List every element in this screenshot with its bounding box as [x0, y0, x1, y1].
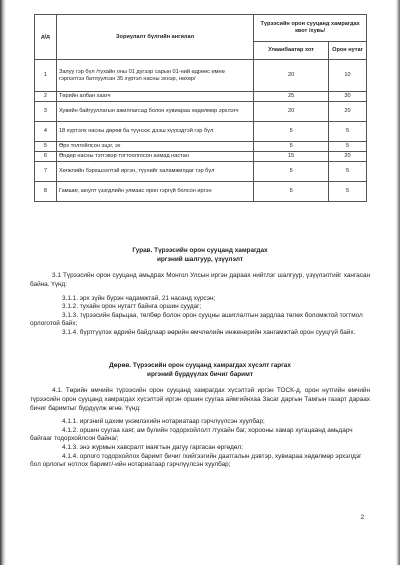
section-3-intro: 3.1 Түрээсийн орон сууцанд амьдрах Монгол Улсын иргэн дараах нийтлэг шалгуур, үзүүлэлтийг хангасан байна. Үүнд:	[30, 272, 370, 288]
row-number: 7	[35, 161, 57, 181]
page-number: 2	[360, 514, 364, 521]
section-documents	[30, 362, 370, 470]
scan-edge-shadow-right	[396, 0, 400, 565]
row-ub-value: 25	[254, 92, 329, 102]
row-category: Төрийн албан хаагч	[56, 92, 253, 102]
row-rural-value: 30	[329, 92, 367, 102]
row-number: 3	[35, 101, 57, 121]
header-rural: Орон нутаг	[329, 42, 367, 60]
row-category: Өндөр насны тэтгэвэр тогтоолгосон ахмад настан	[56, 151, 253, 161]
criteria-item: 3.1.2. тухайн орон нутагт байнга оршин суудаг;	[62, 303, 202, 311]
row-number: 8	[35, 181, 57, 201]
row-rural-value: 20	[329, 101, 367, 121]
row-number: 2	[35, 92, 57, 102]
section-3-subheading: иргэний шалгуур, үзүүлэлт	[156, 255, 244, 263]
row-ub-value: 20	[254, 60, 329, 92]
row-rural-value: 5	[329, 121, 367, 141]
row-ub-value: 5	[254, 161, 329, 181]
row-ub-value: 15	[254, 151, 329, 161]
row-number: 4	[35, 121, 57, 141]
section-4-intro: 4.1. Төрийн өмчийн түрээсийн орон сууцанд хамрагдах хүсэлтэй иргэн ТОСК-д, орон нутгийн өмчийн түрээсийн орон сууцанд хамрагдах хүсэлтэй иргэн оршин суугаа аймгийнхаа Засаг даргын Тамгын газарт дараах бичиг баримтыг бүрдүүлж өгнө. Үүнд:	[30, 387, 370, 412]
section-4-heading: Дөрөв. Түрээсийн орон сууцанд хамрагдах хүсэлт гаргах	[109, 362, 291, 369]
quota-table	[34, 14, 367, 202]
header-ulaanbaatar: Улаанбаатар хот	[254, 42, 329, 60]
row-category: Хөгжлийн бэрхшээлтэй иргэн, түүнийг халамжилдаг гэр бүл	[56, 161, 253, 181]
row-rural-value: 5	[329, 141, 367, 151]
document-item: 4.1.2. оршин суугаа хаяг, ам бүлийн тодорхойлолт /тухайн баг, хорооны хамар хугацаанд амьдарч байгааг тодорхойлсон байна/;	[30, 426, 353, 443]
row-ub-value: 5	[254, 181, 329, 201]
scan-edge-shadow	[0, 0, 6, 565]
row-number: 5	[35, 141, 57, 151]
row-number: 6	[35, 151, 57, 161]
header-quota: Түрээсийн орон сууцанд хамрагдах квот /хувь/	[254, 15, 367, 42]
row-category: 18 хүртэлх насны дөрөв ба түүнээс дээш хүүхэдтэй гэр бүл	[56, 121, 253, 141]
table-row	[35, 101, 367, 121]
row-ub-value: 20	[254, 101, 329, 121]
table-row	[35, 181, 367, 201]
table-row	[35, 121, 367, 141]
row-rural-value: 5	[329, 181, 367, 201]
document-item: 4.1.4. орлого тодорхойлох баримт бичиг /хийгээгийн даатгалын дэвтэр, хувиараа хөдөлмөр эрхэлдэг бол орлогыг нотлох баримт/-ийн нотариатаар гэрчлүүлсэн хуулбар;	[30, 452, 362, 469]
criteria-item: 3.1.4. бүртгүүлэх өдрийн байдлаар өөрийн өмчлөлийн инженерийн хангамжтай орон сууцгүй байх.	[62, 329, 356, 337]
table-row	[35, 92, 367, 102]
row-number: 1	[35, 60, 57, 92]
row-category: Өрх толгойлсон эцэг, эх	[56, 141, 253, 151]
row-rural-value: 5	[329, 161, 367, 181]
table-row	[35, 151, 367, 161]
row-category: Хувийн байгууллагын ажиллагсад болон хувиараа хөдөлмөр эрхлэгч	[56, 101, 253, 121]
row-ub-value: 5	[254, 141, 329, 151]
criteria-item: 3.1.1. эрх зүйн бүрэн чадамжтай, 21 насанд хүрсэн;	[62, 294, 216, 302]
criteria-item: 3.1.3. түрээсийн барьцаа, төлбөр болон орон сууцны ашиглалтын зардлаа төлөх боломжтой тогтмол орлоготой байх;	[30, 311, 363, 328]
header-no: д/д	[35, 15, 57, 60]
row-rural-value: 20	[329, 151, 367, 161]
row-category: Залуу гэр бүл /тухайн оны 01 дүгээр сарын 01-ний өдрөөс өмнө гэрлэлтээ батлуулсан 35 хүртэл насны эхнэр, нөхөр/	[56, 60, 253, 92]
document-item: 4.1.3. энэ журмын хавсралт маягтын дагуу гаргасан өргөдөл;	[62, 444, 243, 452]
row-rural-value: 10	[329, 60, 367, 92]
table-row	[35, 161, 367, 181]
header-purpose: Зориулалт бүлгийн ангилал	[56, 15, 253, 60]
section-3-heading: Гурав. Түрээсийн орон сууцанд хамрагдах	[132, 247, 268, 254]
table-row	[35, 141, 367, 151]
row-category: Гамшиг, аюулт үзэгдлийн улмаас орон гэргүй болсон иргэн	[56, 181, 253, 201]
document-item: 4.1.1. иргэний цахим үнэмлэхийн нотариатаар гэрчлүүлсэн хуулбар;	[62, 418, 265, 426]
section-4-subheading: иргэний бүрдүүлэх бичиг баримт	[147, 370, 253, 378]
section-criteria	[30, 247, 370, 338]
table-row	[35, 60, 367, 92]
row-ub-value: 5	[254, 121, 329, 141]
